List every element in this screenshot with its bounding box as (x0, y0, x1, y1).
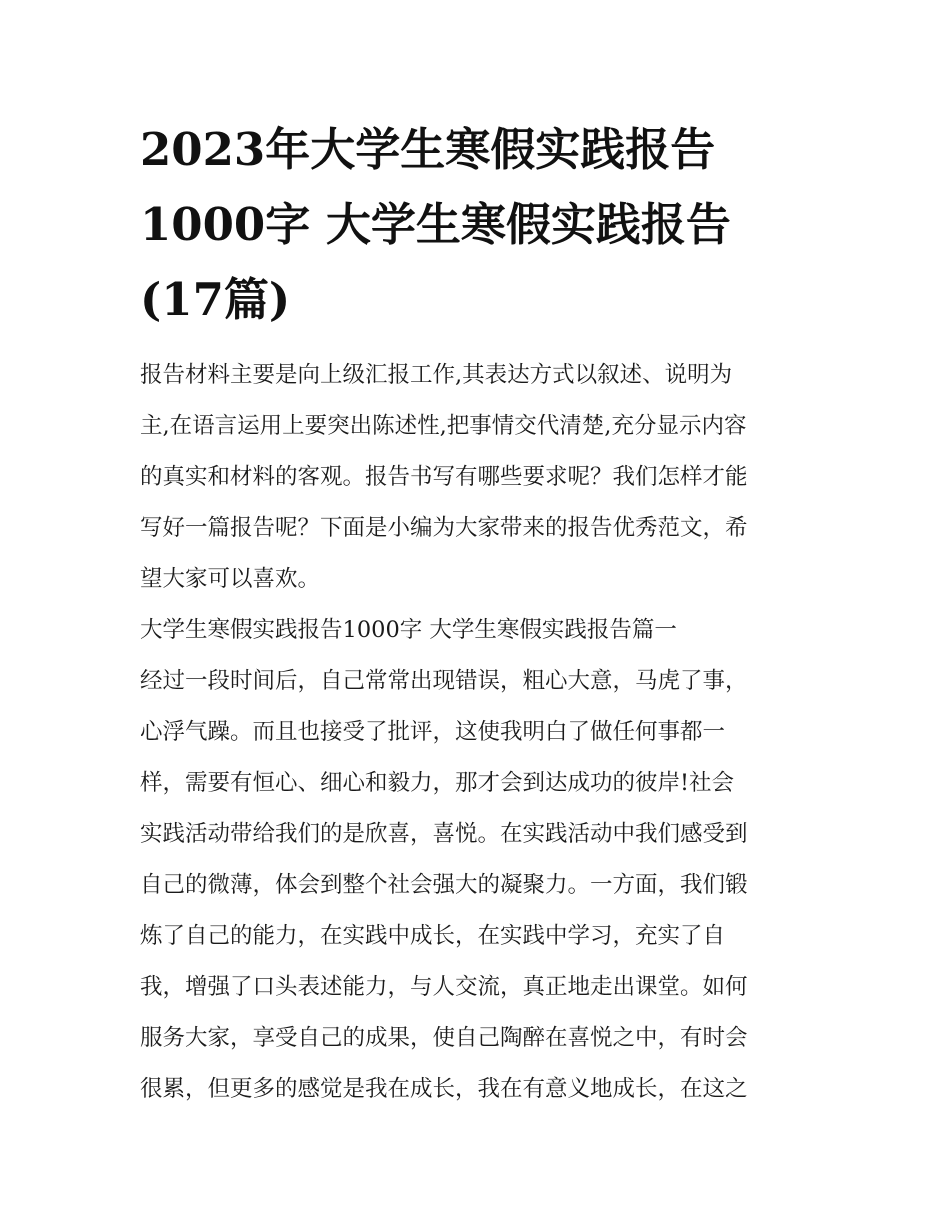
document-body (140, 350, 812, 1115)
title-line: 1000字 大学生寒假实践报告 (140, 198, 731, 251)
section-paragraph (140, 656, 812, 1115)
text-line: 主,在语言运用上要突出陈述性,把事情交代清楚,充分显示内容 (140, 413, 747, 439)
text-line: 样，需要有恒心、细心和毅力，那才会到达成功的彼岸!社会 (140, 770, 735, 796)
section-heading: 大学生寒假实践报告1000字 大学生寒假实践报告篇一 (140, 617, 677, 643)
title-line: (17篇) (140, 273, 291, 326)
title-line: 2023年大学生寒假实践报告 (140, 123, 716, 176)
text-line: 的真实和材料的客观。报告书写有哪些要求呢？我们怎样才能 (140, 464, 748, 490)
text-line: 实践活动带给我们的是欣喜，喜悦。在实践活动中我们感受到 (140, 821, 748, 847)
document-content (140, 112, 812, 1115)
text-line: 自己的微薄，体会到整个社会强大的凝聚力。一方面，我们锻 (140, 872, 748, 898)
text-line: 心浮气躁。而且也接受了批评，这使我明白了做任何事都一 (140, 719, 726, 745)
text-line: 经过一段时间后，自己常常出现错误，粗心大意，马虎了事， (140, 668, 748, 694)
intro-paragraph (140, 350, 812, 605)
text-line: 服务大家，享受自己的成果，使自己陶醉在喜悦之中，有时会 (140, 1025, 748, 1051)
text-line: 我，增强了口头表述能力，与人交流，真正地走出课堂。如何 (140, 974, 748, 1000)
document-title (140, 112, 812, 337)
text-line: 很累，但更多的感觉是我在成长，我在有意义地成长，在这之 (140, 1076, 748, 1102)
text-line: 炼了自己的能力，在实践中成长，在实践中学习，充实了自 (140, 923, 726, 949)
text-line: 报告材料主要是向上级汇报工作,其表达方式以叙述、说明为 (140, 362, 733, 388)
text-line: 写好一篇报告呢？下面是小编为大家带来的报告优秀范文，希 (140, 515, 748, 541)
text-line: 望大家可以喜欢。 (140, 566, 321, 592)
